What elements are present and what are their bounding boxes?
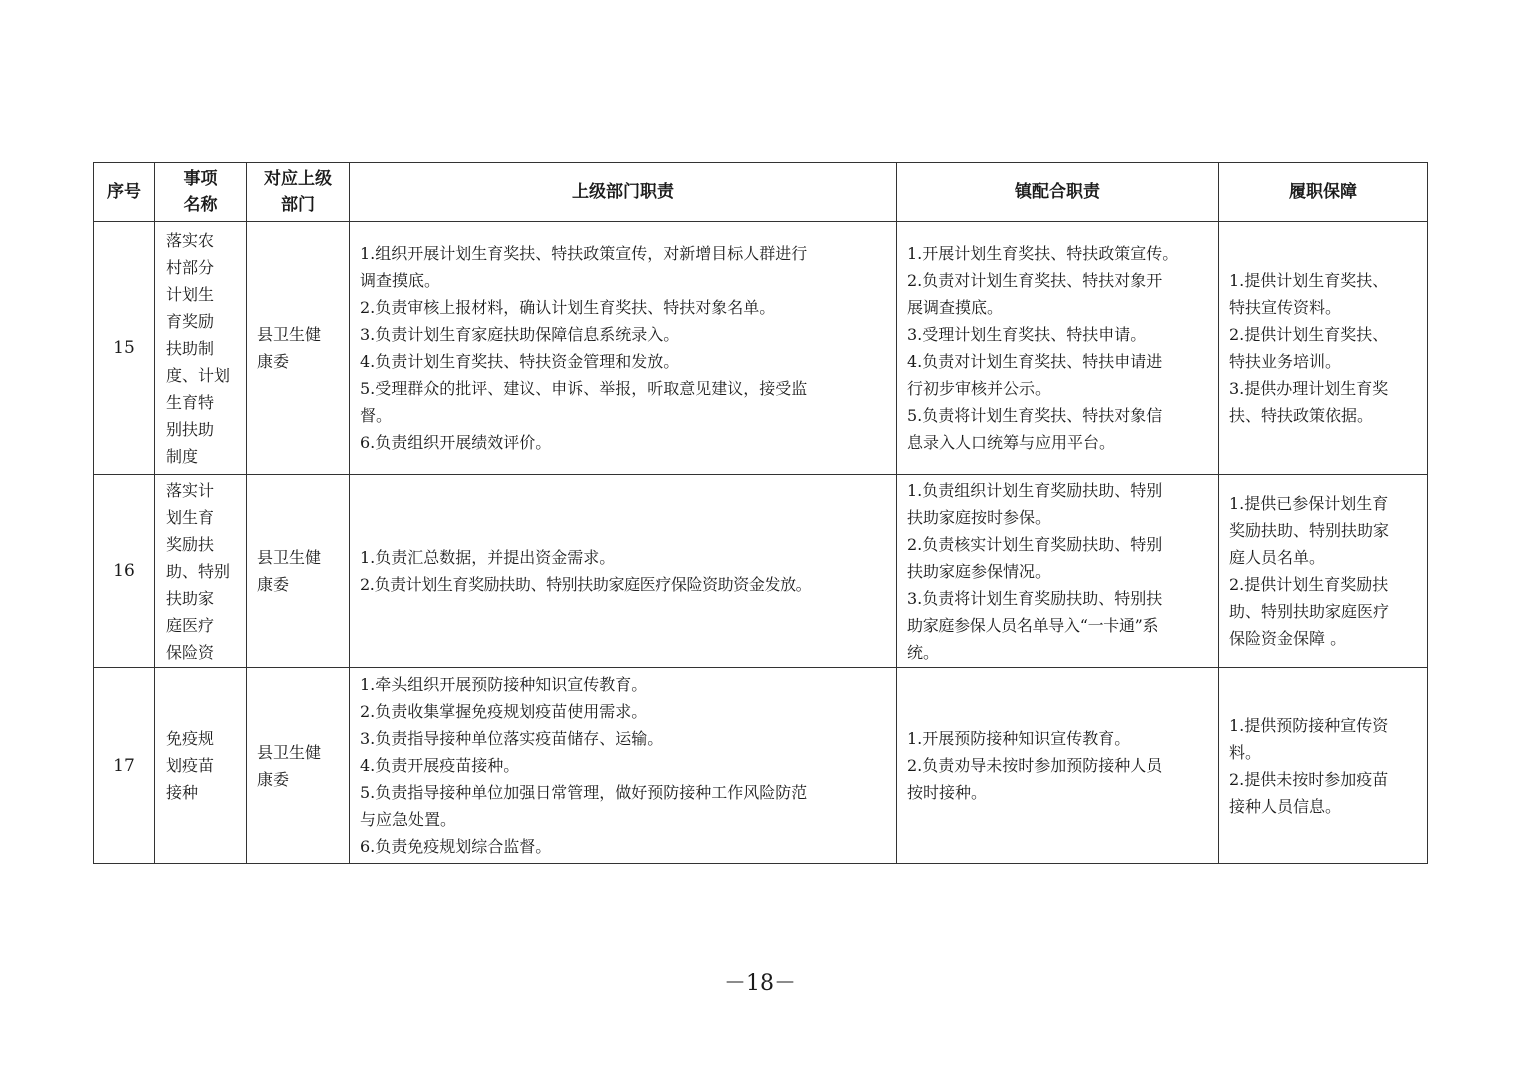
duty-line: 助家庭参保人员名单导入“一卡通”系 — [907, 615, 1159, 635]
guarantee-line: 1.提供已参保计划生育 — [1229, 494, 1389, 513]
item-line: 落实计 — [166, 480, 215, 500]
duty-line: 与应急处置。 — [360, 810, 457, 829]
duty-line: 4.负责开展疫苗接种。 — [360, 756, 520, 775]
header-town — [897, 163, 1219, 222]
duty-line: 行初步审核并公示。 — [907, 379, 1052, 398]
upper-duties-cell — [350, 222, 897, 475]
item-name-cell — [155, 668, 247, 864]
header-town-text: 镇配合职责 — [1015, 182, 1100, 202]
item-line: 计划生 — [166, 284, 215, 304]
duty-line: 3.负责将计划生育奖励扶助、特别扶 — [907, 588, 1163, 608]
duty-line: 扶助家庭按时参保。 — [907, 507, 1052, 527]
guarantee-line: 2.提供计划生育奖扶、 — [1229, 325, 1389, 344]
duty-line: 2.负责劝导未按时参加预防接种人员 — [907, 756, 1163, 775]
guarantee-line: 保险资金保障 。 — [1229, 629, 1347, 648]
duty-line: 1.负责汇总数据，并提出资金需求。 — [360, 548, 616, 567]
town-duties-cell — [897, 475, 1219, 668]
guarantee-line: 奖励扶助、特别扶助家 — [1229, 521, 1390, 540]
header-item-line: 事项 — [183, 169, 218, 189]
dept-cell — [247, 475, 350, 668]
guarantee-line: 特扶宣传资料。 — [1229, 298, 1342, 317]
guarantee-line: 1.提供计划生育奖扶、 — [1229, 271, 1389, 290]
duty-line: 2.负责计划生育奖励扶助、特别扶助家庭医疗保险资助资金发放。 — [360, 575, 812, 594]
header-guarantee-text: 履职保障 — [1289, 182, 1357, 202]
guarantee-line: 助、特别扶助家庭医疗 — [1229, 602, 1390, 621]
item-name-cell — [155, 222, 247, 475]
duty-line: 1.牵头组织开展预防接种知识宣传教育。 — [360, 675, 648, 694]
duties-table — [93, 162, 1428, 864]
row-number: 17 — [94, 668, 155, 864]
guarantee-line: 1.提供预防接种宣传资 — [1229, 715, 1389, 735]
header-item — [155, 163, 247, 222]
header-upper-text: 上级部门职责 — [572, 182, 674, 202]
header-upper — [350, 163, 897, 222]
item-line: 落实农 — [166, 230, 215, 250]
guarantee-line: 扶、特扶政策依据。 — [1229, 406, 1374, 425]
duty-line: 3.负责计划生育家庭扶助保障信息系统录入。 — [360, 325, 680, 344]
item-line: 奖励扶 — [166, 534, 215, 554]
guarantee-line: 料。 — [1229, 742, 1262, 762]
dept-cell — [247, 222, 350, 475]
duty-line: 2.负责收集掌握免疫规划疫苗使用需求。 — [360, 702, 648, 721]
guarantee-line: 接种人员信息。 — [1229, 796, 1342, 816]
header-item-line: 名称 — [183, 195, 218, 215]
upper-duties-cell — [350, 668, 897, 864]
header-dept-line: 对应上级 — [264, 169, 332, 189]
town-duties-cell — [897, 222, 1219, 475]
item-line: 庭医疗 — [166, 615, 215, 635]
item-line: 助、特别 — [166, 561, 231, 581]
table-row — [94, 668, 1428, 864]
duty-line: 展调查摸底。 — [907, 298, 1004, 317]
item-line: 生育特 — [166, 392, 215, 412]
duty-line: 4.负责对计划生育奖扶、特扶申请进 — [907, 352, 1163, 371]
item-line: 保险资 — [166, 642, 215, 662]
duty-line: 1.负责组织计划生育奖励扶助、特别 — [907, 480, 1163, 500]
duty-line: 6.负责组织开展绩效评价。 — [360, 433, 552, 452]
dept-line: 康委 — [257, 575, 290, 594]
duty-line: 息录入人口统筹与应用平台。 — [907, 433, 1116, 452]
item-line: 划生育 — [166, 507, 215, 527]
table-row — [94, 475, 1428, 668]
header-guarantee — [1219, 163, 1428, 222]
duty-line: 2.负责核实计划生育奖励扶助、特别 — [907, 534, 1163, 554]
duty-line: 6.负责免疫规划综合监督。 — [360, 837, 552, 856]
duty-line: 按时接种。 — [907, 783, 988, 802]
dept-line: 康委 — [257, 352, 290, 371]
dept-line: 县卫生健 — [257, 325, 322, 344]
duty-line: 统。 — [907, 642, 940, 662]
item-line: 度、计划 — [166, 365, 231, 385]
header-dept — [247, 163, 350, 222]
duty-line: 3.负责指导接种单位落实疫苗储存、运输。 — [360, 729, 664, 748]
dept-line: 县卫生健 — [257, 548, 322, 567]
guarantee-line: 2.提供计划生育奖励扶 — [1229, 575, 1389, 594]
guarantee-cell — [1219, 668, 1428, 864]
duty-line: 1.开展预防接种知识宣传教育。 — [907, 729, 1131, 748]
item-line: 免疫规 — [166, 729, 215, 748]
table-header-row — [94, 163, 1428, 222]
guarantee-line: 3.提供办理计划生育奖 — [1229, 379, 1389, 398]
duty-line: 5.受理群众的批评、建议、申诉、举报，听取意见建议，接受监 — [360, 379, 808, 398]
duty-line: 1.组织开展计划生育奖扶、特扶政策宣传，对新增目标人群进行 — [360, 244, 808, 263]
dept-cell — [247, 668, 350, 864]
upper-duties-cell — [350, 475, 897, 668]
item-line: 育奖励 — [166, 311, 215, 331]
item-line: 村部分 — [166, 257, 215, 277]
duty-line: 5.负责将计划生育奖扶、特扶对象信 — [907, 406, 1163, 425]
item-line: 别扶助 — [166, 419, 215, 439]
item-name-cell — [155, 475, 247, 668]
town-duties-cell — [897, 668, 1219, 864]
row-number: 15 — [94, 222, 155, 475]
guarantee-line: 特扶业务培训。 — [1229, 352, 1342, 371]
duty-line: 3.受理计划生育奖扶、特扶申请。 — [907, 325, 1147, 344]
duty-line: 调查摸底。 — [360, 271, 441, 290]
duty-line: 5.负责指导接种单位加强日常管理，做好预防接种工作风险防范 — [360, 783, 808, 802]
guarantee-cell — [1219, 222, 1428, 475]
item-line: 制度 — [166, 446, 199, 466]
header-no — [94, 163, 155, 222]
item-line: 接种 — [166, 783, 199, 802]
guarantee-line: 2.提供未按时参加疫苗 — [1229, 769, 1389, 789]
dept-line: 县卫生健 — [257, 742, 322, 762]
row-number: 16 — [94, 475, 155, 668]
guarantee-cell — [1219, 475, 1428, 668]
dept-line: 康委 — [257, 769, 290, 789]
duty-line: 督。 — [360, 406, 393, 425]
duty-line: 1.开展计划生育奖扶、特扶政策宣传。 — [907, 244, 1179, 263]
duty-line: 2.负责审核上报材料，确认计划生育奖扶、特扶对象名单。 — [360, 298, 776, 317]
duty-line: 4.负责计划生育奖扶、特扶资金管理和发放。 — [360, 352, 680, 371]
header-dept-line: 部门 — [281, 195, 315, 215]
table-row — [94, 222, 1428, 475]
duty-line: 扶助家庭参保情况。 — [907, 561, 1052, 581]
item-line: 扶助家 — [166, 588, 215, 608]
page-number: －18－ — [724, 971, 796, 996]
guarantee-line: 庭人员名单。 — [1229, 548, 1326, 567]
item-line: 划疫苗 — [166, 756, 215, 775]
item-line: 扶助制 — [166, 338, 215, 358]
duty-line: 2.负责对计划生育奖扶、特扶对象开 — [907, 271, 1163, 290]
header-no-text: 序号 — [107, 182, 141, 202]
